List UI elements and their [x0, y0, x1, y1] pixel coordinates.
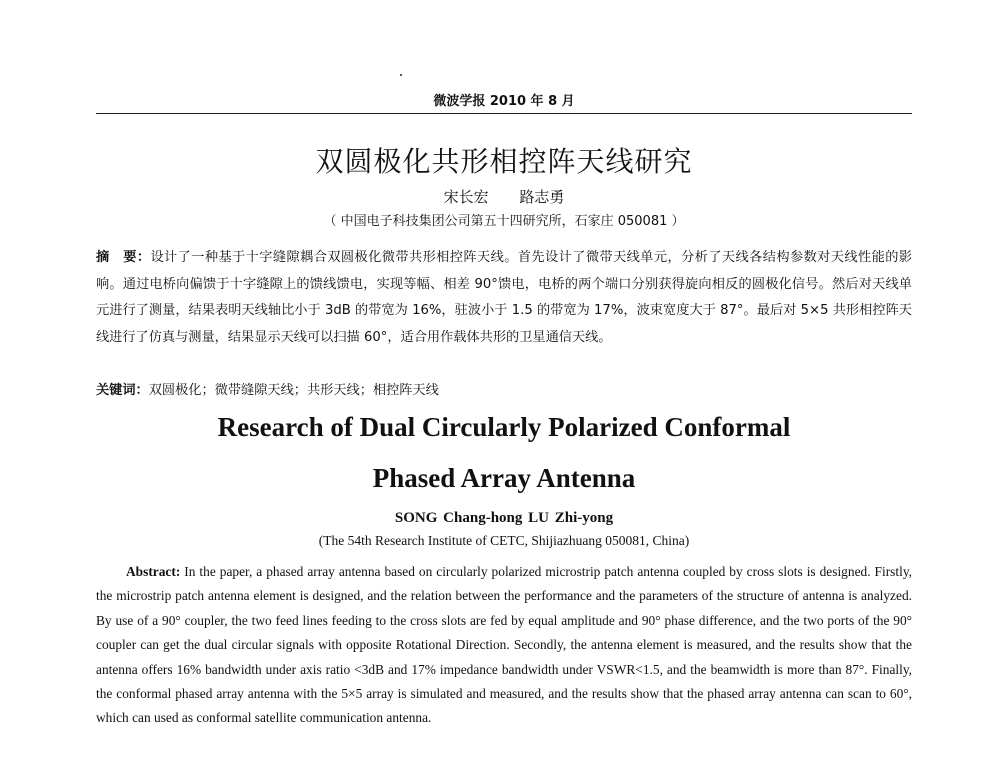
abstract-en-label: Abstract:	[126, 564, 181, 579]
keywords-cn-text: 双圆极化；微带缝隙天线；共形天线；相控阵天线	[148, 383, 439, 398]
keywords-cn-label: 关键词：	[96, 383, 149, 398]
authors-cn: 宋长宏 路志勇	[443, 188, 565, 206]
paper-title-en-line1: Research of Dual Circularly Polarized Conformal	[217, 412, 791, 442]
scan-speck	[400, 74, 402, 76]
abstract-en	[96, 560, 912, 731]
abstract-cn-label: 摘 要：	[96, 250, 151, 265]
header-rule	[96, 113, 912, 114]
paper-title-cn: 双圆极化共形相控阵天线研究	[315, 145, 693, 178]
affiliation-en: (The 54th Research Institute of CETC, Shijiazhuang 050081, China)	[318, 533, 690, 548]
affiliation-cn: （ 中国电子科技集团公司第五十四研究所，石家庄 050081 ）	[323, 214, 685, 229]
abstract-cn	[96, 245, 912, 351]
abstract-en-text: In the paper, a phased array antenna based on circularly polarized microstrip patch antenna coupled by cross slots is designed. Firstly, the microstrip patch antenna element is designed, and the relation between the performance and the parameters of the structure of antenna is analyzed. By use of a 90° coupler, the two feed lines feeding to the cross slots are fed by equal amplitude and 90° phase difference, and the two ports of the 90° coupler can get the dual circular signals with opposite Rotational Direction. Secondly, the antenna element is measured, and the results show that the antenna offers 16% bandwidth under axis ratio <3dB and 17% impedance bandwidth under VSWR<1.5, and the beamwidth is more than 87°. Finally, the conformal phased array antenna with the 5×5 array is simulated and measured, and the results show that the phased array antenna can scan to 60°, which can used as conformal satellite communication antenna.	[96, 564, 912, 726]
paper-title-en-line2: Phased Array Antenna	[372, 463, 636, 493]
journal-header: 微波学报 2010 年 8 月	[433, 94, 575, 109]
abstract-cn-text: 设计了一种基于十字缝隙耦合双圆极化微带共形相控阵天线。首先设计了微带天线单元，分析了天线各结构参数对天线性能的影响。通过电桥向偏馈于十字缝隙上的馈线馈电，实现等幅、相差 90°馈电，电桥的两个端口分别获得旋向相反的圆极化信号。然后对天线单元进行了测量，结果表明天线轴比小于 3dB 的带宽为 16%，驻波小于 1.5 的带宽为 17%，波束宽度大于 87°。最后对 5×5 共形相控阵天线进行了仿真与测量，结果显示天线可以扫描 60°，适合用作载体共形的卫星通信天线。	[96, 250, 913, 345]
authors-en: SONG Chang-hong LU Zhi-yong	[394, 510, 614, 526]
keywords-cn	[96, 381, 912, 401]
